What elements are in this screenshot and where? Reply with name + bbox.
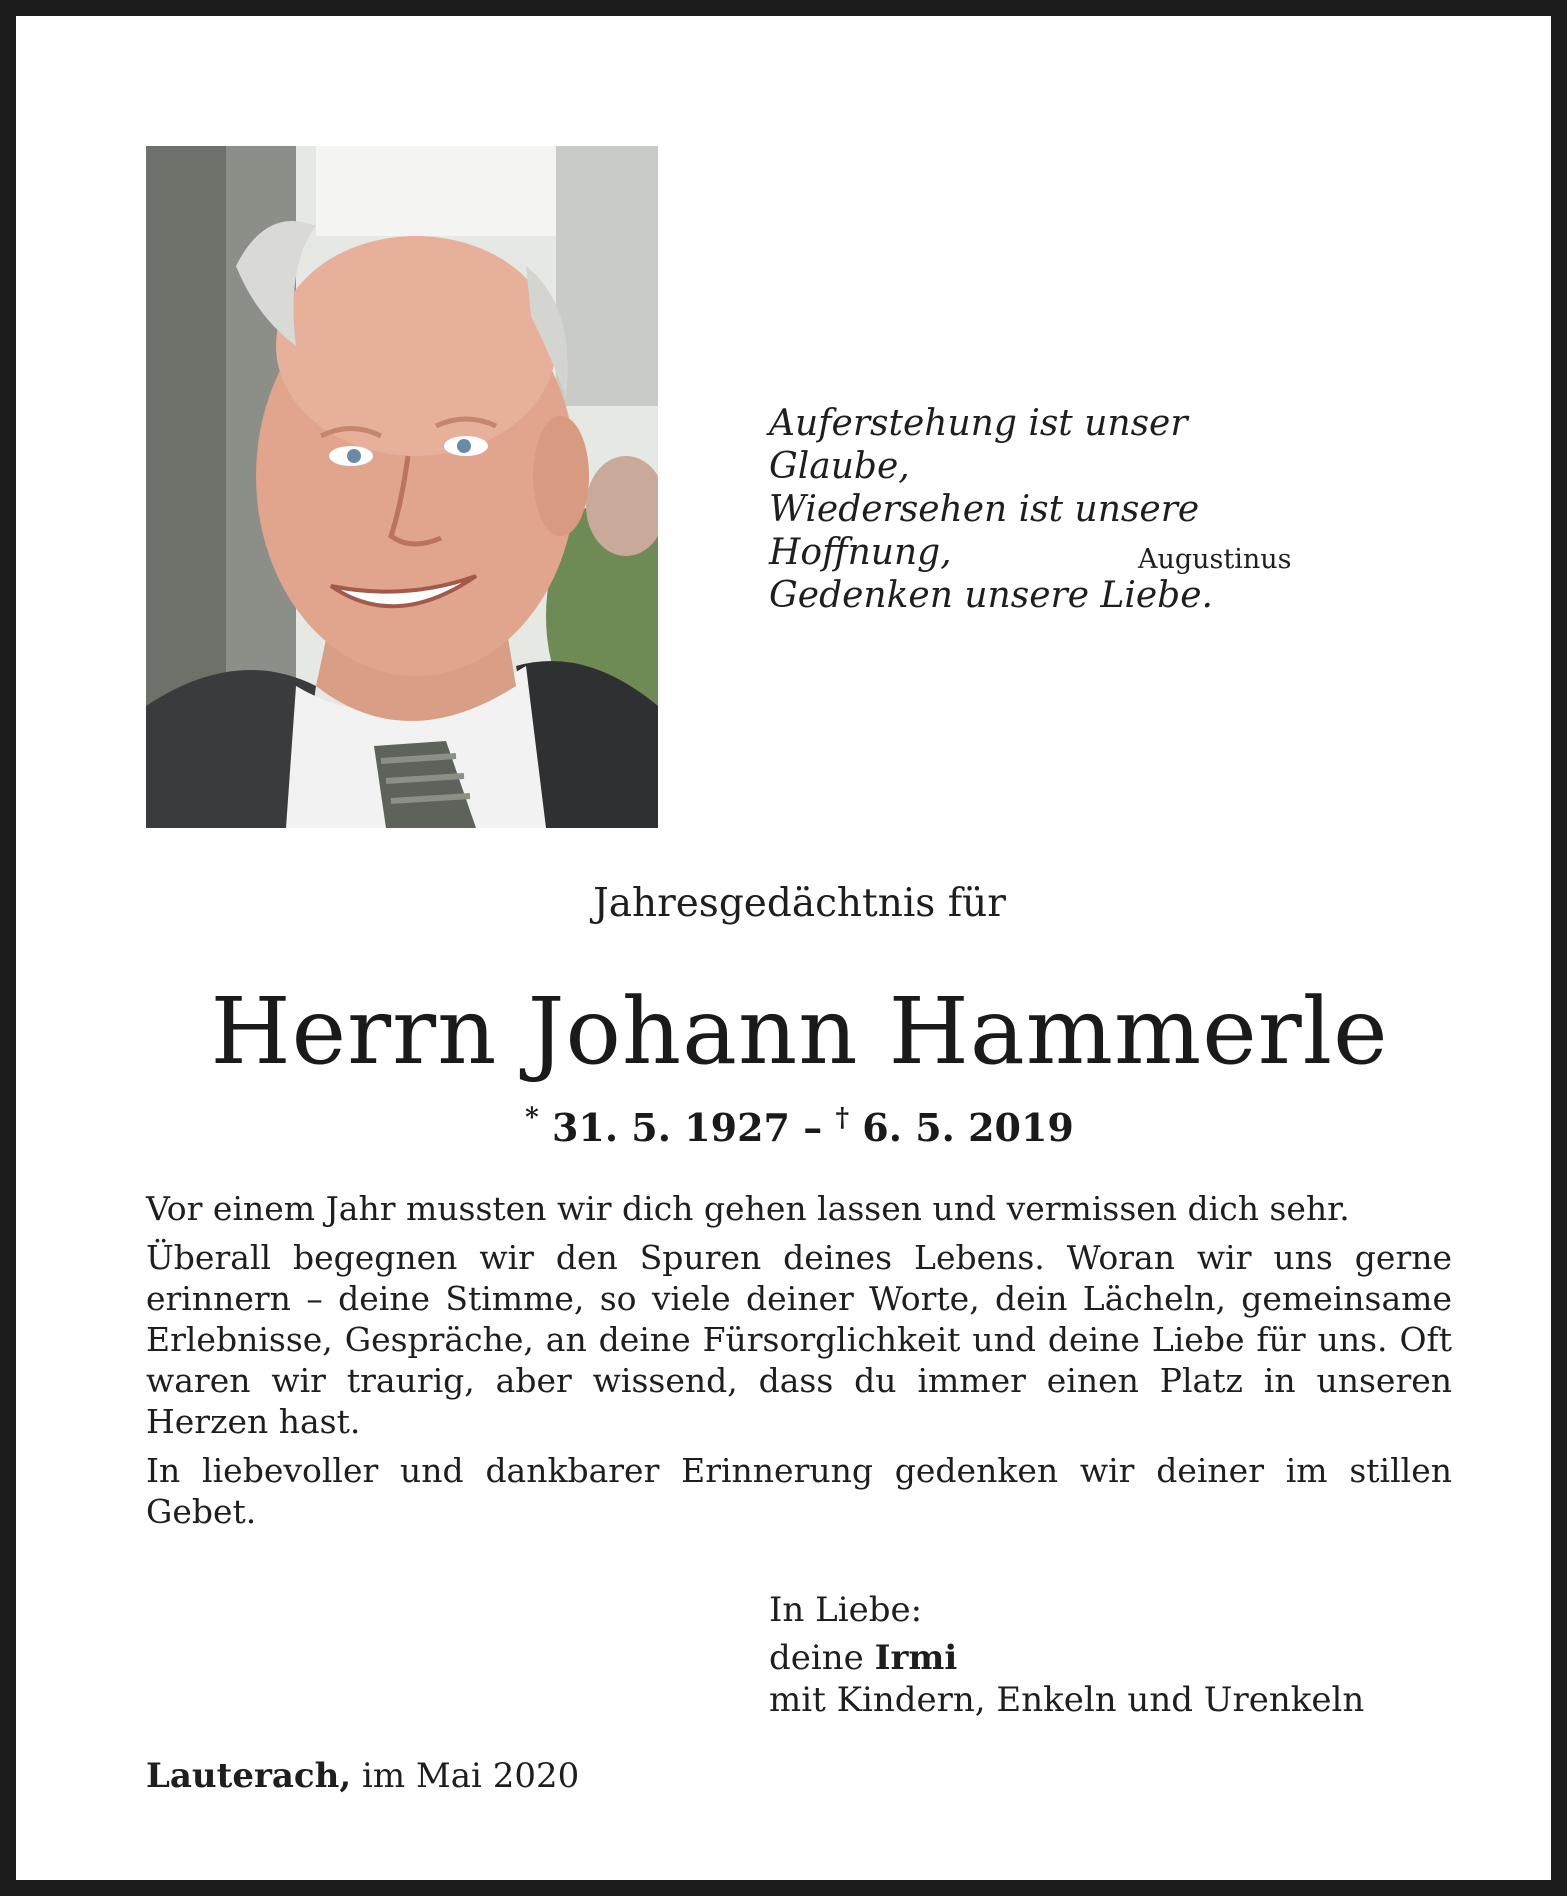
place-date <box>146 1756 579 1796</box>
signature-intro: In Liebe: <box>769 1590 923 1630</box>
quote-block <box>769 402 1329 617</box>
paragraph: In liebevoller und dankbarer Erinnerung gedenken wir deiner im stillen Gebet. <box>146 1451 1452 1531</box>
signature-prefix: deine <box>769 1638 875 1678</box>
memorial-text <box>146 1188 1452 1540</box>
quote-line: Auferstehung ist unser Glaube, <box>769 403 1188 487</box>
life-dates <box>16 1105 1567 1150</box>
death-date: 6. 5. 2019 <box>862 1105 1074 1150</box>
paragraph: Vor einem Jahr mussten wir dich gehen lassen und vermissen dich sehr. <box>146 1189 1350 1228</box>
quote-line: Wiedersehen ist unsere Hoffnung, <box>769 489 1200 573</box>
place: Lauterach, <box>146 1756 352 1796</box>
signature-line-2: mit Kindern, Enkeln und Urenkeln <box>769 1680 1365 1720</box>
birth-mark: * <box>525 1103 539 1133</box>
portrait-photo <box>146 146 658 828</box>
quote-line: Gedenken unsere Liebe. <box>769 575 1213 616</box>
deceased-name: Herrn Johann Hammerle <box>210 978 1389 1085</box>
date-dash: – <box>789 1105 836 1150</box>
paragraph: Überall begegnen wir den Spuren deines Lebens. Woran wir uns gerne erinnern – deine Stimme, so viele deiner Worte, dein Lächeln, gemeinsame Erlebnisse, Gespräche, an deine Fürsorglichkeit und deine Liebe für uns. Oft waren wir traurig, aber wissend, dass du immer einen Platz in unseren Herzen hast. <box>146 1238 1452 1441</box>
memorial-intro: Jahresgedächtnis für <box>593 881 1006 926</box>
signature-name: Irmi <box>874 1638 958 1678</box>
quote-author: Augustinus <box>1138 544 1292 575</box>
portrait-photo-icon <box>146 146 658 828</box>
death-mark: † <box>835 1103 850 1133</box>
signature-block <box>769 1589 1364 1721</box>
birth-date: 31. 5. 1927 <box>551 1105 790 1150</box>
date: im Mai 2020 <box>351 1756 580 1796</box>
signature-line-1 <box>769 1637 1364 1679</box>
